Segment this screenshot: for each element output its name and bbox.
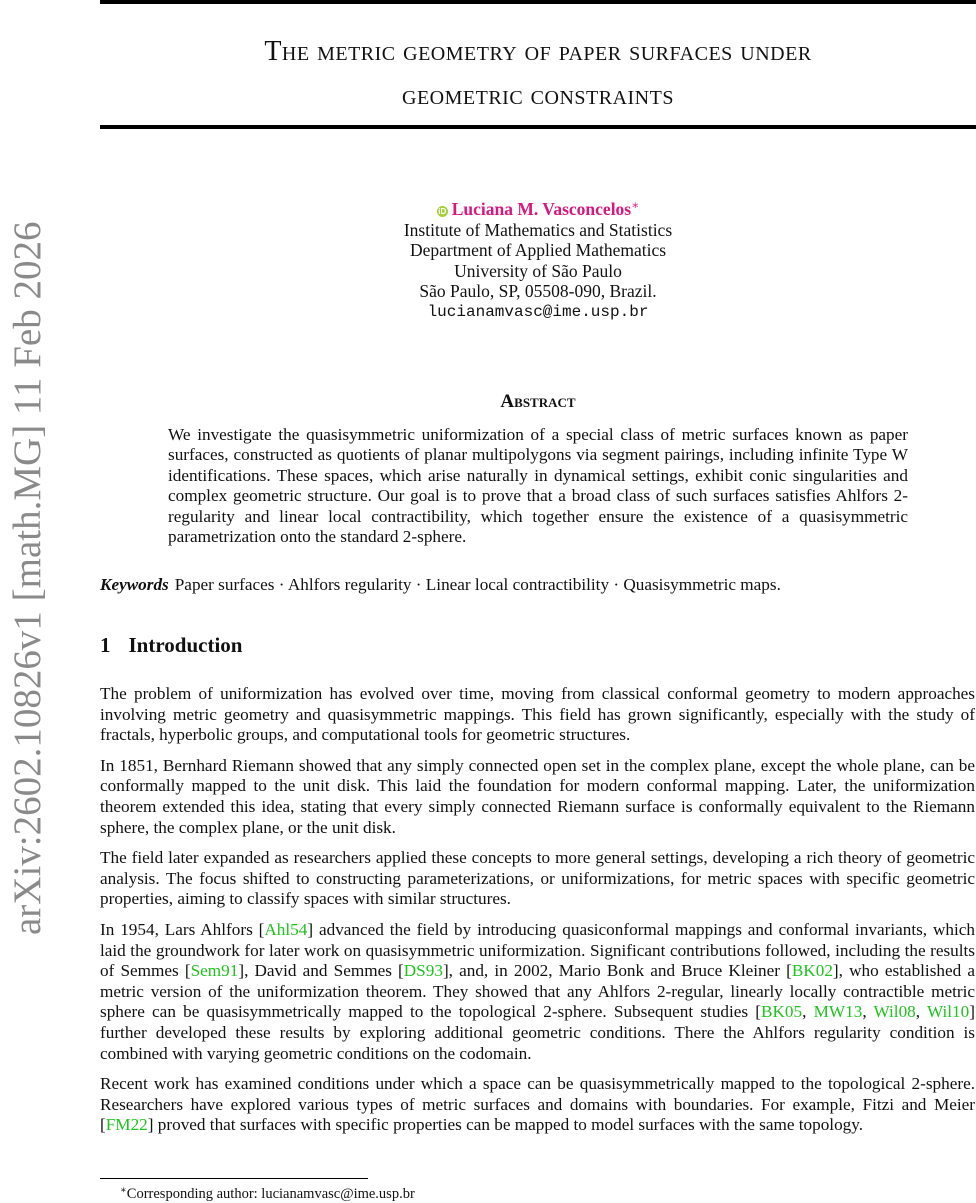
paragraph-text: In 1954, Lars Ahlfors [ (100, 919, 265, 939)
author-email[interactable]: lucianamvasc@ime.usp.br (427, 302, 649, 321)
paragraph-1: The problem of uniformization has evolved over time, moving from classical conformal geometry to modern approaches involving metric geometry and quasisymmetric mappings. This field has grown significantly, especially with the study of fractals, hyperbolic groups, and computational tools for geometric structures. (100, 684, 975, 745)
title-line-1: The metric geometry of paper surfaces under (264, 36, 812, 67)
paragraph-text: , (915, 1002, 927, 1022)
title-bottom-rule (100, 125, 976, 129)
footnote-rule (100, 1178, 368, 1179)
paragraph-2: In 1851, Bernhard Riemann showed that any simply connected open set in the complex plane, except the whole plane, can be conformally mapped to the unit disk. This laid the foundation for modern conformal mapping. Later, the uniformization theorem extended this idea, stating that every simply connected Riemann surface is conformally equivalent to the Riemann sphere, the complex plane, or the unit disk. (100, 755, 975, 837)
citation-link-sem91[interactable]: Sem91 (190, 961, 239, 981)
paragraph-text: ], who established a metric version of the uniformization theorem. They showed that any Ahlfors 2-regular, linearly locally contractible metric sphere can be quasisymmetrically mapped to the topological 2-sphere. Subsequent studies [ (100, 961, 975, 1022)
section-title: Introduction (128, 633, 243, 657)
abstract-heading: Abstract (500, 391, 576, 412)
citation-link-bk05[interactable]: BK05 (761, 1002, 803, 1022)
paper-title (100, 30, 976, 118)
section-heading-introduction (100, 633, 242, 658)
title-top-rule (100, 0, 976, 4)
citation-link-fm22[interactable]: FM22 (105, 1115, 148, 1135)
paragraph-text: ] further developed these results by exploring additional geometric conditions. There the Ahlfors regularity condition is combined with varying geometric conditions on the codomain. (100, 1002, 975, 1063)
paragraph-text: ] proved that surfaces with specific properties can be mapped to model surfaces with the same topology. (147, 1115, 864, 1135)
paragraph-text: ], David and Semmes [ (238, 961, 404, 981)
author-name[interactable]: Luciana M. Vasconcelos (451, 199, 632, 219)
affiliation-department: Department of Applied Mathematics (409, 240, 667, 260)
footnote-text: Corresponding author: lucianamvasc@ime.usp.br (126, 1186, 415, 1202)
orcid-icon[interactable]: iD (438, 207, 447, 216)
paragraph-5 (100, 1074, 975, 1136)
paragraph-4 (100, 920, 975, 1064)
citation-link-wil08[interactable]: Wil08 (873, 1002, 916, 1022)
paragraph-text: , (802, 1002, 814, 1022)
arxiv-identifier-stamp: arXiv:2602.10826v1 [math.MG] 11 Feb 2026 (6, 221, 49, 935)
citation-link-ds93[interactable]: DS93 (403, 961, 443, 981)
citation-link-bk02[interactable]: BK02 (791, 961, 833, 981)
author-footnote-mark[interactable]: ∗ (631, 198, 640, 212)
author-line (100, 195, 976, 220)
section-number: 1 (100, 633, 111, 657)
citation-link-mw13[interactable]: MW13 (813, 1002, 863, 1022)
author-block (100, 195, 976, 322)
affiliation-university: University of São Paulo (454, 260, 622, 281)
paragraph-text: ], and, in 2002, Mario Bonk and Bruce Kleiner [ (442, 961, 792, 981)
title-line-2: geometric constraints (402, 80, 674, 111)
paragraph-text: Recent work has examined conditions under which a space can be quasisymmetrically mapped to the topological 2-sphere. Researchers have explored various types of metric surfaces and domains with boundaries. For example, Fitzi and Meier [ (100, 1074, 975, 1135)
introduction-body (100, 684, 975, 1146)
affiliation-address: São Paulo, SP, 05508-090, Brazil. (419, 281, 657, 301)
paragraph-3: The field later expanded as researchers applied these concepts to more general settings, developing a rich theory of geometric analysis. The focus shifted to constructing parameterizations, or uniformizations, for metric spaces with specific geometric properties, aiming to classify spaces with similar structures. (100, 848, 975, 909)
affiliation-institute: Institute of Mathematics and Statistics (403, 219, 673, 240)
keywords-label: Keywords (100, 575, 169, 594)
citation-link-wil10[interactable]: Wil10 (926, 1002, 970, 1022)
abstract-text: We investigate the quasisymmetric uniformization of a special class of metric surfaces known as paper surfaces, constructed as quotients of planar multipolygons via segment pairings, including infinite Type W identifications. These spaces, which arise naturally in dynamical settings, exhibit conic singularities and complex geometric structure. Our goal is to prove that a broad class of such surfaces satisfies Ahlfors 2-regularity and linear local contractibility, which together ensure the existence of a quasisymmetric parametrization onto the standard 2-sphere. (168, 425, 908, 547)
footnote-mark: ∗ (120, 1185, 127, 1196)
citation-link-ahl54[interactable]: Ahl54 (264, 919, 308, 939)
paragraph-text: , (862, 1002, 874, 1022)
keywords-text: Paper surfaces · Ahlfors regularity · Linear local contractibility · Quasisymmetric maps. (174, 575, 781, 594)
paragraph-text: ] advanced the field by introducing quasiconformal mappings and conformal invariants, which laid the groundwork for later work on quasisymmetric uniformization. Significant contributions followed, including the results of Semmes [ (100, 919, 975, 981)
keywords-line (100, 574, 976, 596)
